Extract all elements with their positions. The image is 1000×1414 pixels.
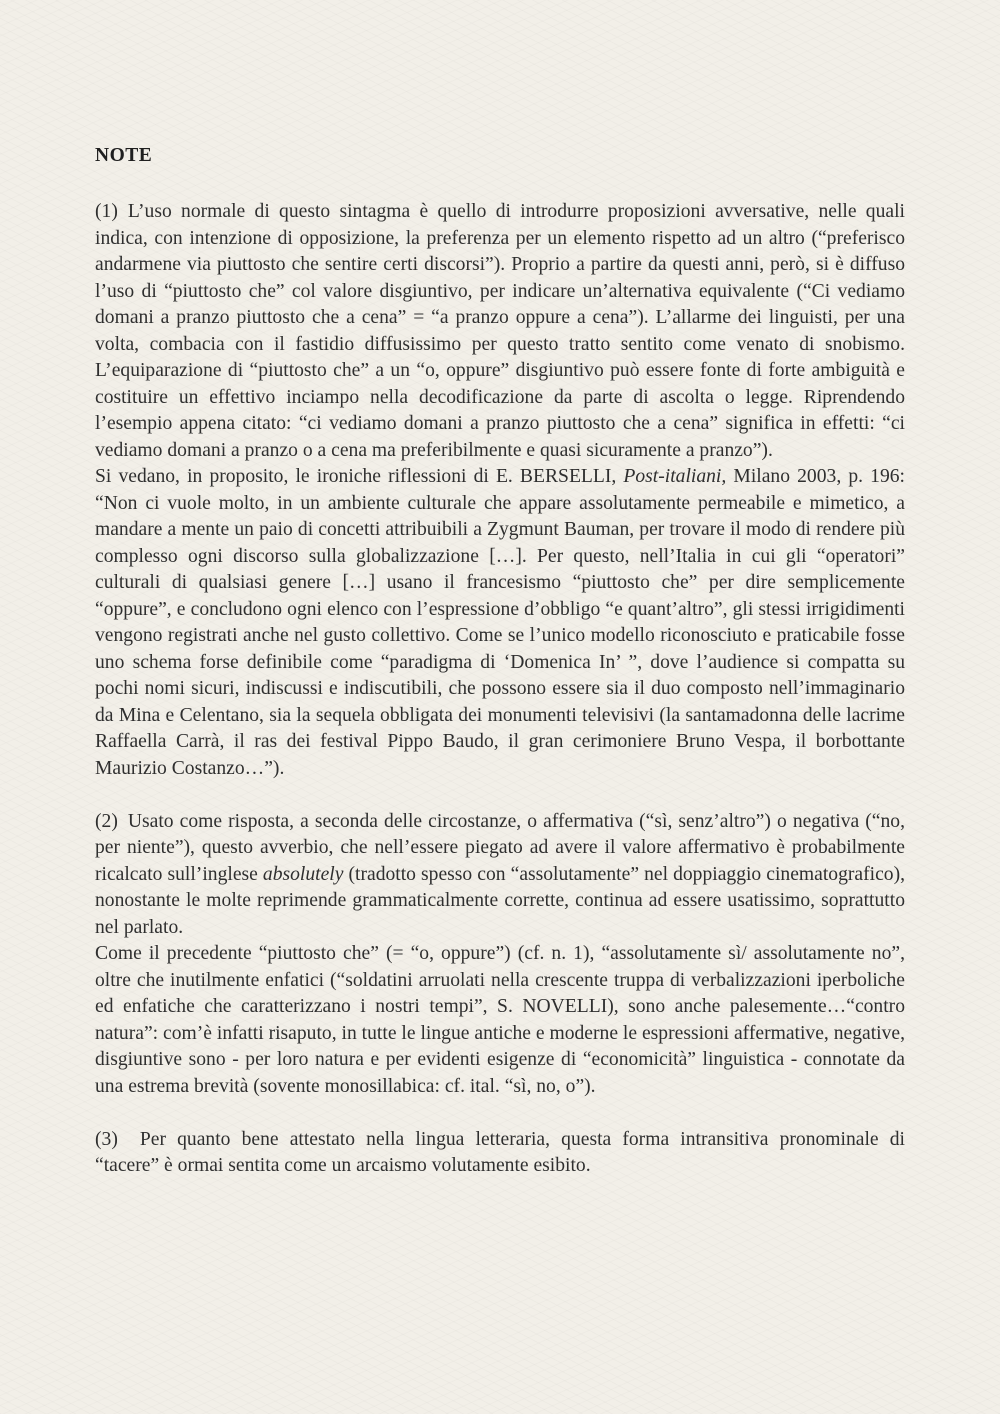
note-1-paragraph-1	[95, 199, 905, 464]
note-2	[95, 809, 905, 1101]
note-text: Per quanto bene attestato nella lingua letteraria, questa forma intransitiva pronominale di “tacere” è ormai sentita come un arcaismo volutamente esibito.	[95, 1128, 905, 1176]
note-text: Come il precedente “piuttosto che” (= “o, oppure”) (cf. n. 1), “assolutamente sì/ assolutamente no”, oltre che inutilmente enfatici (“soldatini arruolati nella crescente truppa di verbalizzazioni iperboliche ed enfatiche che caratterizzano i nostri tempi”, S. NOVELLI), sono anche palesemente…“contro natura”: com’è infatti risaputo, in tutte le lingue antiche e moderne le espressioni affermative, negative, disgiuntive sono - per loro natura e per evidenti esigenze di “economicità” linguistica - connotate da una estrema brevità (sovente monosillabica: cf. ital. “sì, no, o”).	[95, 943, 905, 1097]
note-2-paragraph-1	[95, 809, 905, 942]
notes-section	[95, 199, 905, 1180]
book-title: Post-italiani,	[623, 466, 727, 487]
note-3	[95, 1127, 905, 1180]
note-1-paragraph-2	[95, 464, 905, 782]
note-text: Usato come risposta, a seconda delle circostanze, o affermativa (“sì, senz’altro”) o negativa (“no, per niente”), questo avverbio, che nell’essere piegato ad avere il valore affermativo è probabilmente ricalcato sull’inglese	[95, 810, 905, 885]
note-text: L’uso normale di questo sintagma è quello di introdurre proposizioni avversative, nelle quali indica, con intenzione di opposizione, la preferenza per un elemento rispetto ad un altro (“preferisco andarmene via piuttosto che sentire certi discorsi”). Proprio a partire da questi anni, però, si è diffuso l’uso di “piuttosto che” col valore disgiuntivo, per indicare un’alternativa equivalente (“Ci vediamo domani a pranzo piuttosto che a cena” = “a pranzo oppure a cena”). L’allarme dei linguisti, per una volta, combacia con il fastidio diffusissimo per questo tratto sentito come venato di snobismo. L’equiparazione di “piuttosto che” a un “o, oppure” disgiuntivo può essere fonte di forte ambiguità e costituire un effettivo inciampo nella decodificazione da parte di ascolta o legge. Riprendendo l’esempio appena citato: “ci vediamo domani a pranzo piuttosto che a cena” significa in effetti: “ci vediamo domani a pranzo o a cena ma preferibilmente e quasi sicuramente a pranzo”).	[95, 201, 905, 461]
foreign-word: absolutely	[262, 863, 344, 885]
note-2-paragraph-2	[95, 941, 905, 1100]
note-3-paragraph-1	[95, 1127, 905, 1180]
note-1	[95, 199, 905, 782]
note-text: Milano 2003, p. 196: “Non ci vuole molto, in un ambiente culturale che appare assolutamente permeabile e mimetico, a mandare a mente un paio di concetti attribuibili a Zygmunt Bauman, per trovare il modo di rendere più complesso ogni discorso sulla globalizzazione […]. Per questo, nell’Italia in cui gli “operatori” culturali di qualsiasi genere […] usano il francesismo “piuttosto che” per dire semplicemente “oppure”, e concludono ogni elenco con l’espressione d’obbligo “e quant’altro”, gli stessi irrigidimenti vengono registrati anche nel gusto collettivo. Come se l’unico modello riconosciuto e praticabile fosse uno schema forse definibile come “paradigma di ‘Domenica In’ ”, dove l’audience si compatta su pochi nomi sicuri, indiscussi e indiscutibili, che possono essere sia il duo composto nell’immaginario da Mina e Celentano, sia la sequela obbligata dei monumenti televisivi (la santamadonna delle lacrime Raffaella Carrà, il ras dei festival Pippo Baudo, il gran cerimoniere Bruno Vespa, il borbottante Maurizio Costanzo…”).	[95, 466, 906, 779]
note-number: (3)	[95, 1128, 118, 1150]
note-number: (1)	[95, 201, 118, 222]
note-text: Si vedano, in proposito, le ironiche riflessioni di E. BERSELLI,	[95, 466, 624, 487]
note-text: (tradotto spesso con “assolutamente” nel doppiaggio cinematografico), nonostante le molte reprimende grammaticalmente corrette, continua ad essere usatissimo, soprattutto nel parlato.	[95, 863, 906, 938]
page-title: NOTE	[95, 145, 153, 166]
note-number: (2)	[95, 810, 118, 832]
